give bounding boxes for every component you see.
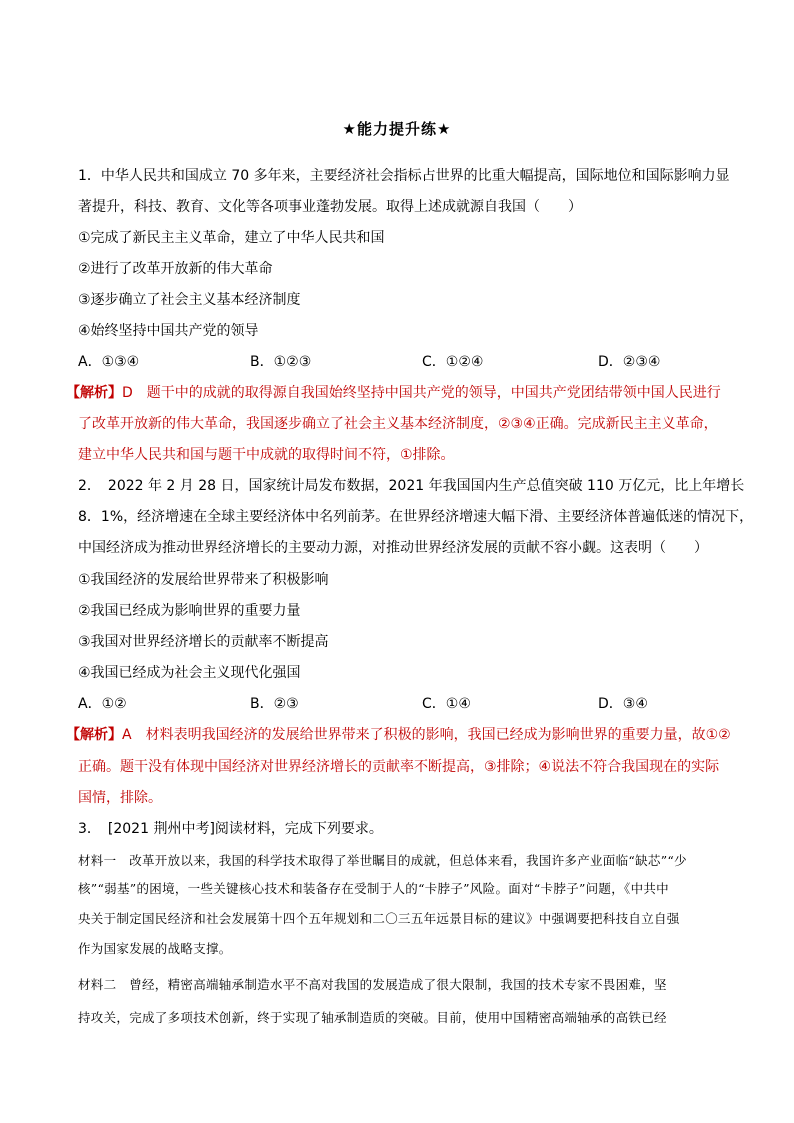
q1-item-4: ④始终坚持中国共产党的领导: [78, 323, 259, 339]
q2-analysis-text-1: A 材料表明我国经济的发展给世界带来了积极的影响，我国已经成为影响世界的重要力量，故①②: [122, 727, 731, 743]
q1-option-a: A．①③④: [78, 354, 140, 370]
q2-analysis-line-3: 国情，排除。: [78, 790, 162, 806]
section-title: ★能力提升练★: [342, 120, 452, 138]
q2-stem-line-2: 8．1%，经济增速在全球主要经济体中名列前茅。在世界经济增速大幅下滑、主要经济体普遍低迷的情况下，: [78, 509, 754, 525]
q2-item-2: ②我国已经成为影响世界的重要力量: [78, 603, 301, 619]
q2-item-4: ④我国已经成为社会主义现代化强国: [78, 665, 301, 681]
q2-stem-line-3: 中国经济成为推动世界经济增长的主要动力源，对推动世界经济发展的贡献不容小觑。这表明（ ）: [78, 540, 708, 556]
q1-item-3: ③逐步确立了社会主义基本经济制度: [78, 292, 301, 308]
q2-analysis-tag: 【解析】: [66, 727, 122, 743]
q1-item-2: ②进行了改革开放新的伟大革命: [78, 261, 273, 277]
q2-item-3: ③我国对世界经济增长的贡献率不断提高: [78, 634, 329, 650]
q3-stem: 3． [2021 荆州中考]阅读材料，完成下列要求。: [78, 821, 383, 837]
q1-option-d: D．②③④: [598, 354, 661, 370]
q3-material2-line-2: 持攻关，完成了多项技术创新，终于实现了轴承制造质的突破。目前，使用中国精密高端轴承的高铁已经: [78, 1010, 667, 1025]
q3-material1-line-4: 作为国家发展的战略支撑。: [78, 941, 232, 956]
q3-material1-line-2: 核”“弱基”的困境，一些关键核心技术和装备存在受制于人的“卡脖子”风险。面对“卡脖子”问题，《中共中: [78, 881, 669, 896]
q1-analysis-line-2: 了改革开放新的伟大革命，我国逐步确立了社会主义基本经济制度，②③④正确。完成新民主主义革命，: [78, 416, 718, 432]
q1-analysis-tag: 【解析】: [66, 385, 122, 401]
q2-option-d: D．③④: [598, 696, 648, 712]
q1-analysis-line-3: 建立中华人民共和国与题干中成就的取得时间不符，①排除。: [78, 447, 455, 463]
q1-options: [78, 352, 738, 372]
q1-option-b: B．①②③: [250, 354, 312, 370]
q3-material1-line-3: 央关于制定国民经济和社会发展第十四个五年规划和二〇三五年远景目标的建议》中强调要把科技自立自强: [78, 911, 680, 926]
q1-analysis-line-1: [66, 383, 726, 403]
q2-options: [78, 694, 738, 714]
q2-item-1: ①我国经济的发展给世界带来了积极影响: [78, 572, 329, 588]
q1-stem-line-1: 1．中华人民共和国成立 70 多年来，主要经济社会指标占世界的比重大幅提高，国际地位和国际影响力显: [78, 168, 730, 184]
q1-option-c: C．①②④: [422, 354, 484, 370]
q2-option-a: A．①②: [78, 696, 127, 712]
q1-analysis-text-1: D 题干中的成就的取得源自我国始终坚持中国共产党的领导，中国共产党团结带领中国人民进行: [122, 385, 721, 401]
q3-material1-line-1: 材料一 改革开放以来，我国的科学技术取得了举世瞩目的成就，但总体来看，我国许多产业面临“缺芯”“少: [78, 853, 687, 868]
q1-stem-line-2: 著提升，科技、教育、文化等各项事业蓬勃发展。取得上述成就源自我国（ ）: [78, 199, 582, 215]
q1-item-1: ①完成了新民主主义革命，建立了中华人民共和国: [78, 230, 385, 246]
q3-material2-line-1: 材料二 曾经，精密高端轴承制造水平不高对我国的发展造成了很大限制，我国的技术专家不畏困难，坚: [78, 977, 667, 992]
q2-stem-line-1: 2． 2022 年 2 月 28 日，国家统计局发布数据，2021 年我国国内生产总值突破 110 万亿元，比上年增长: [78, 478, 745, 494]
q2-analysis-line-2: 正确。题干没有体现中国经济对世界经济增长的贡献率不断提高，③排除；④说法不符合我国现在的实际: [78, 759, 720, 775]
q2-option-b: B．②③: [250, 696, 299, 712]
q2-option-c: C．①④: [422, 696, 471, 712]
q2-analysis-line-1: [66, 725, 731, 745]
